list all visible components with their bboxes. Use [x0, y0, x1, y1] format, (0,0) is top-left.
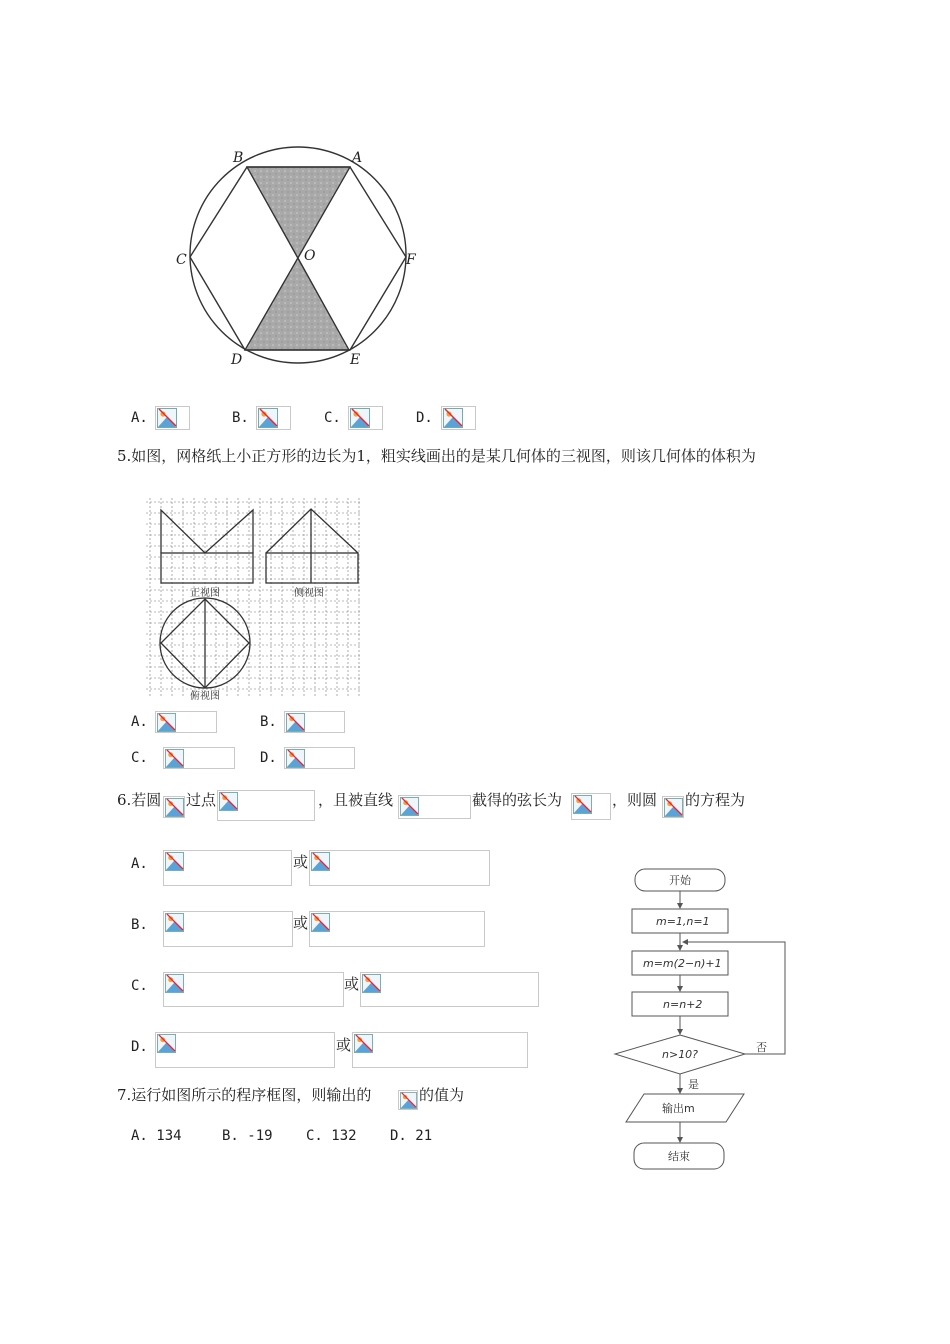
q6-point-image: [217, 790, 315, 821]
q4-option-b-letter: B.: [232, 410, 249, 426]
flow-start-label: 开始: [669, 874, 691, 887]
label-D: D: [231, 352, 243, 368]
flow-end-label: 结束: [668, 1150, 690, 1163]
q4-option-c-image: [348, 406, 383, 430]
broken-image-icon: [443, 408, 463, 428]
q7-stem-part-2: 的值为: [419, 1086, 465, 1104]
q6-stem-part-6: 的方程为: [685, 791, 746, 809]
label-B: B: [233, 150, 244, 166]
top-view: [160, 598, 250, 688]
flow-output-label: 输出m: [662, 1102, 695, 1115]
broken-image-icon: [400, 797, 419, 816]
q6-option-a-image-1: [163, 850, 292, 886]
q4-option-d-image: [441, 406, 476, 430]
broken-image-icon: [286, 713, 305, 732]
q6-circle-c-image-2: [662, 796, 684, 818]
q6-stem-part-2: 过点: [186, 791, 217, 809]
flow-yes-label: 是: [688, 1078, 699, 1091]
label-O: O: [304, 248, 316, 264]
broken-image-icon: [573, 795, 592, 814]
q6-option-a-or: 或: [293, 853, 309, 871]
q6-option-c-image-1: [163, 972, 344, 1007]
q6-option-c-letter: C.: [131, 978, 148, 994]
q6-chord-length-image: [571, 793, 611, 820]
hexagon-circle-figure: [170, 140, 430, 370]
q6-option-d-letter: D.: [131, 1039, 148, 1055]
q6-option-b-or: 或: [293, 914, 309, 932]
broken-image-icon: [258, 408, 278, 428]
flow-no-label: 否: [756, 1041, 767, 1054]
q5-stem: 5.如图，网格纸上小正方形的边长为1，粗实线画出的是某几何体的三视图，则该几何体的体积为: [117, 447, 756, 465]
broken-image-icon: [354, 1034, 373, 1053]
q4-option-a-letter: A.: [131, 410, 148, 426]
q6-option-b-image-2: [309, 911, 485, 947]
q5-option-d-letter: D.: [260, 750, 277, 766]
label-side-view: 侧视图: [294, 588, 324, 599]
q4-option-c-letter: C.: [324, 410, 341, 426]
q6-option-b-image-1: [163, 911, 293, 947]
broken-image-icon: [286, 749, 305, 768]
q7-option-b: B. -19: [222, 1128, 273, 1144]
broken-image-icon: [157, 713, 176, 732]
broken-image-icon: [165, 749, 184, 768]
shaded-triangle-top: [247, 167, 350, 258]
flow-update-m-label: m=m(2−n)+1: [643, 957, 722, 970]
broken-image-icon: [165, 852, 184, 871]
broken-image-icon: [219, 792, 238, 811]
q6-option-d-or: 或: [336, 1036, 352, 1054]
q5-option-c-image: [163, 747, 235, 769]
q6-line-image: [398, 795, 471, 819]
q7-option-a: A. 134: [131, 1128, 182, 1144]
q4-option-b-image: [256, 406, 291, 430]
q6-option-d-image-1: [155, 1032, 335, 1068]
q7-option-c: C. 132: [306, 1128, 357, 1144]
front-view: [161, 510, 253, 583]
flow-update-n-label: n=n+2: [663, 998, 703, 1011]
label-E: E: [350, 352, 361, 368]
broken-image-icon: [165, 798, 184, 817]
q4-option-a-image: [155, 406, 190, 430]
q6-option-d-image-2: [352, 1032, 528, 1068]
broken-image-icon: [664, 798, 683, 817]
q5-option-a-image: [155, 711, 217, 733]
label-front-view: 正视图: [190, 588, 220, 599]
q5-option-c-letter: C.: [131, 750, 148, 766]
broken-image-icon: [350, 408, 370, 428]
broken-image-icon: [157, 408, 177, 428]
label-A: A: [352, 150, 363, 166]
q7-variable-m-image: [398, 1090, 418, 1110]
broken-image-icon: [157, 1034, 176, 1053]
q6-option-b-letter: B.: [131, 917, 148, 933]
q6-option-c-image-2: [360, 972, 539, 1007]
flow-condition-label: n>10?: [662, 1048, 699, 1061]
label-F: F: [406, 252, 416, 268]
broken-image-icon: [165, 974, 184, 993]
q5-option-b-image: [284, 711, 345, 733]
broken-image-icon: [311, 852, 330, 871]
q5-option-d-image: [284, 747, 355, 769]
flow-init-label: m=1,n=1: [656, 915, 710, 928]
q6-stem-part-4: 截得的弦长为: [472, 791, 563, 809]
q5-option-a-letter: A.: [131, 714, 148, 730]
q5-option-b-letter: B.: [260, 714, 277, 730]
q6-option-a-letter: A.: [131, 856, 148, 872]
q4-option-d-letter: D.: [416, 410, 433, 426]
q7-option-d: D. 21: [390, 1128, 433, 1144]
q7-stem-part-1: 7.运行如图所示的程序框图，则输出的: [117, 1086, 372, 1104]
q6-stem-part-3: ，且被直线: [318, 791, 394, 809]
broken-image-icon: [165, 913, 184, 932]
label-top-view: 俯视图: [190, 691, 220, 702]
label-C: C: [176, 252, 187, 268]
q6-circle-c-image: [163, 796, 185, 818]
three-view-figure: [146, 498, 362, 703]
broken-image-icon: [311, 913, 330, 932]
q6-option-a-image-2: [309, 850, 490, 886]
program-flowchart: [610, 845, 810, 1175]
q6-stem-part-1: 6.若圆: [117, 791, 162, 809]
broken-image-icon: [400, 1092, 417, 1109]
shaded-triangle-bottom: [245, 258, 349, 350]
broken-image-icon: [362, 974, 381, 993]
q6-stem-part-5: ，则圆: [612, 791, 658, 809]
q6-option-c-or: 或: [344, 975, 360, 993]
